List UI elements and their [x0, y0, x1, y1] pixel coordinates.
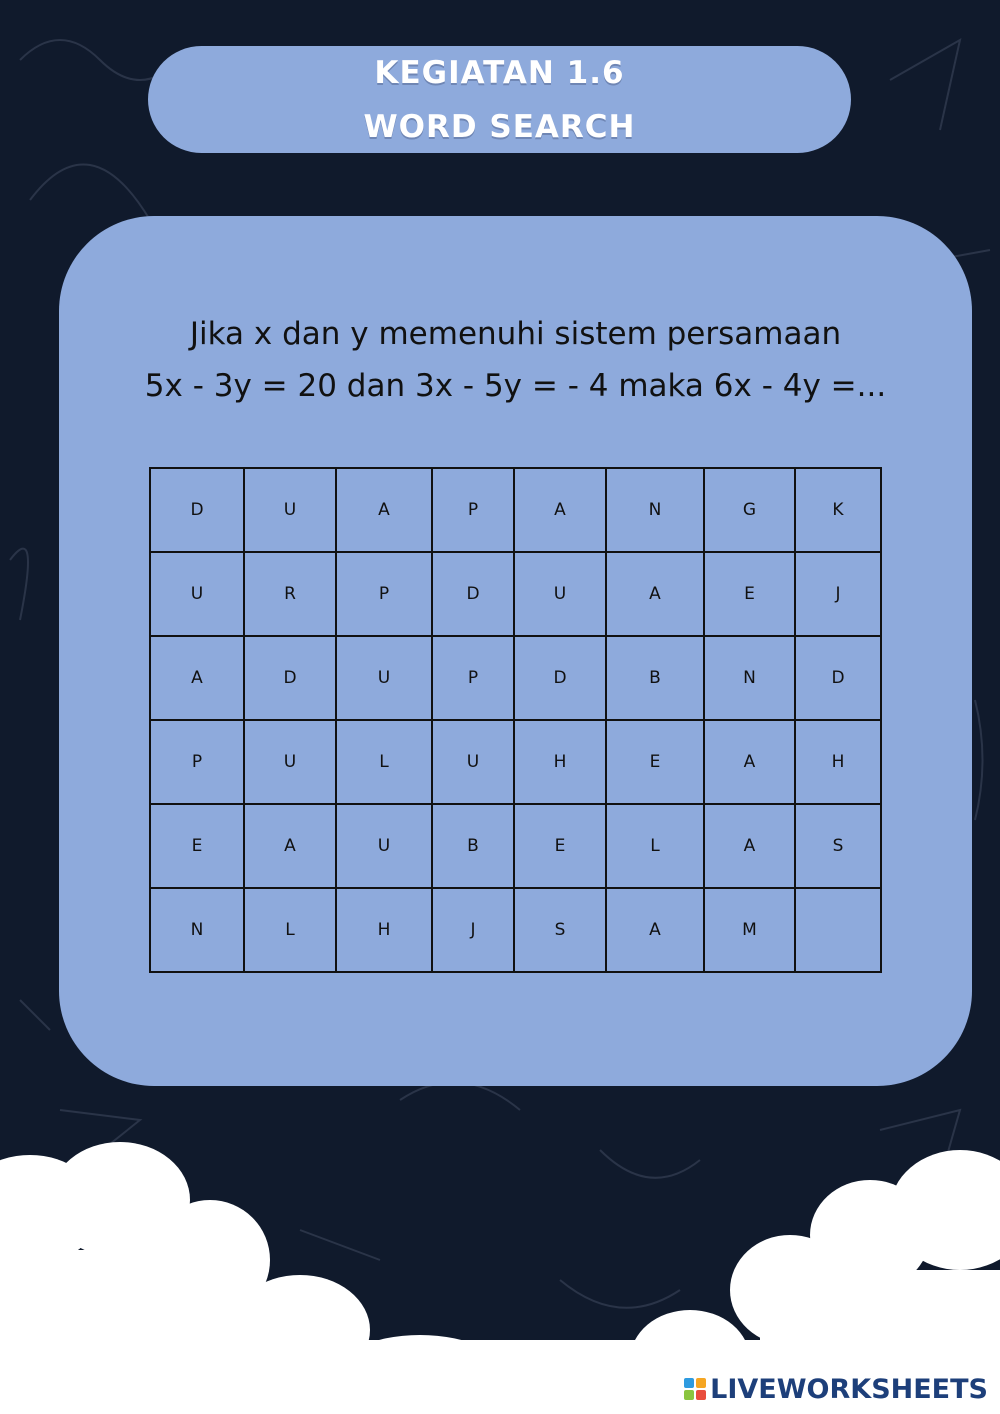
grid-cell[interactable]: A	[336, 468, 432, 552]
grid-cell[interactable]: H	[795, 720, 881, 804]
liveworksheets-icon	[684, 1378, 706, 1400]
question-line-1: Jika x dan y memenuhi sistem persamaan	[189, 316, 842, 352]
grid-cell[interactable]: S	[514, 888, 606, 972]
grid-cell[interactable]: L	[606, 804, 704, 888]
grid-cell[interactable]: H	[336, 888, 432, 972]
grid-cell[interactable]: A	[150, 636, 244, 720]
grid-cell[interactable]: D	[432, 552, 514, 636]
grid-row	[150, 888, 881, 972]
grid-cell[interactable]: N	[150, 888, 244, 972]
grid-cell[interactable]: S	[795, 804, 881, 888]
grid-cell[interactable]: A	[606, 552, 704, 636]
grid-cell[interactable]: D	[514, 636, 606, 720]
grid-cell[interactable]: D	[795, 636, 881, 720]
grid-cell[interactable]: P	[336, 552, 432, 636]
grid-row	[150, 804, 881, 888]
grid-cell[interactable]: N	[704, 636, 795, 720]
activity-title: WORD SEARCH	[363, 108, 636, 145]
question-line-2: 5x - 3y = 20 dan 3x - 5y = - 4 maka 6x - 4y =...	[144, 368, 887, 404]
question-text	[59, 308, 972, 412]
grid-cell[interactable]: U	[244, 468, 336, 552]
grid-cell[interactable]: H	[514, 720, 606, 804]
grid-cell[interactable]: U	[514, 552, 606, 636]
grid-cell[interactable]: K	[795, 468, 881, 552]
grid-cell[interactable]: N	[606, 468, 704, 552]
grid-cell[interactable]: E	[150, 804, 244, 888]
activity-number: KEGIATAN 1.6	[374, 54, 625, 91]
grid-row	[150, 636, 881, 720]
brand-name: LIVEWORKSHEETS	[710, 1373, 988, 1405]
grid-row	[150, 720, 881, 804]
grid-cell[interactable]: R	[244, 552, 336, 636]
grid-cell[interactable]: B	[606, 636, 704, 720]
grid-cell[interactable]	[795, 888, 881, 972]
grid-cell[interactable]: A	[606, 888, 704, 972]
grid-cell[interactable]: B	[432, 804, 514, 888]
grid-cell[interactable]: L	[244, 888, 336, 972]
grid-cell[interactable]: D	[150, 468, 244, 552]
grid-cell[interactable]: U	[244, 720, 336, 804]
grid-cell[interactable]: U	[150, 552, 244, 636]
grid-cell[interactable]: G	[704, 468, 795, 552]
grid-row	[150, 552, 881, 636]
grid-cell[interactable]: E	[704, 552, 795, 636]
grid-cell[interactable]: J	[432, 888, 514, 972]
word-search-grid[interactable]	[149, 467, 882, 973]
grid-cell[interactable]: E	[606, 720, 704, 804]
title-banner	[148, 46, 851, 153]
grid-cell[interactable]: A	[704, 720, 795, 804]
grid-cell[interactable]: P	[432, 468, 514, 552]
grid-cell[interactable]: P	[432, 636, 514, 720]
grid-cell[interactable]: L	[336, 720, 432, 804]
grid-row	[150, 468, 881, 552]
question-card	[59, 216, 972, 1086]
grid-cell[interactable]: J	[795, 552, 881, 636]
grid-cell[interactable]: D	[244, 636, 336, 720]
liveworksheets-logo	[684, 1372, 988, 1406]
grid-cell[interactable]: U	[336, 636, 432, 720]
grid-cell[interactable]: A	[514, 468, 606, 552]
grid-cell[interactable]: P	[150, 720, 244, 804]
grid-cell[interactable]: A	[244, 804, 336, 888]
grid-cell[interactable]: U	[336, 804, 432, 888]
grid-cell[interactable]: E	[514, 804, 606, 888]
grid-cell[interactable]: U	[432, 720, 514, 804]
grid-cell[interactable]: A	[704, 804, 795, 888]
grid-cell[interactable]: M	[704, 888, 795, 972]
